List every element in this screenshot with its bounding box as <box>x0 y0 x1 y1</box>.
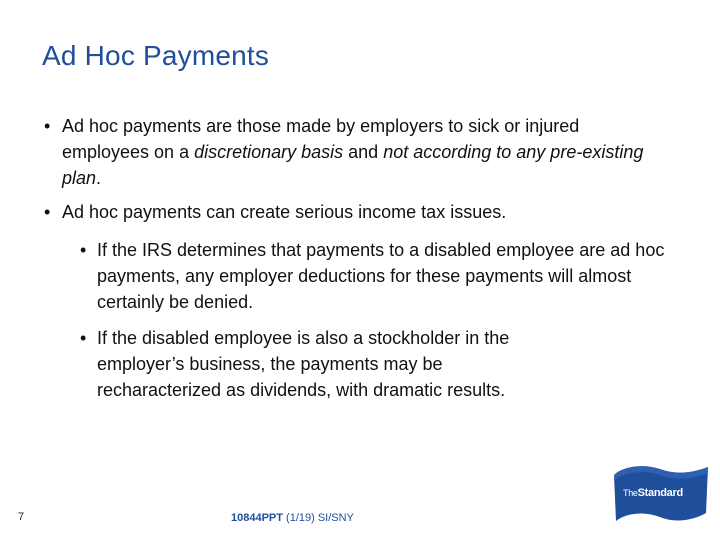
emphasis-text: discretionary basis <box>194 142 344 162</box>
sub-bullet-text: If the IRS determines that payments to a disabled employee are ad hoc payments, any employer deductions for these payments will almost certainly be denied. <box>97 240 665 312</box>
bullet-text: Ad hoc payments are those made by employers to sick or injured employees on a discretionary basis and not according to any pre-existing plan. <box>62 116 644 188</box>
page-number: 7 <box>18 511 25 523</box>
emphasis-text: not according to any pre-existing plan <box>62 142 644 188</box>
bullet-icon: • <box>44 202 51 222</box>
bullet-icon: • <box>44 116 51 136</box>
bullet-icon: • <box>80 240 87 260</box>
bullet-icon: • <box>80 328 87 348</box>
sub-bullet-item <box>80 325 550 403</box>
sub-bullet-item <box>80 237 680 315</box>
page-title: Ad Hoc Payments <box>42 40 270 71</box>
bullet-item <box>44 113 644 191</box>
logo-wordmark: TheStandard <box>623 487 683 499</box>
sub-bullet-text: If the disabled employee is also a stockholder in the employer’s business, the payments may be recharacterized as dividends, with dramatic results. <box>97 328 510 400</box>
bullet-item <box>44 199 644 225</box>
footer-doc-code: 10844PPT (1/19) SI/SNY <box>231 512 354 524</box>
bullet-text: Ad hoc payments can create serious income tax issues. <box>62 202 507 222</box>
